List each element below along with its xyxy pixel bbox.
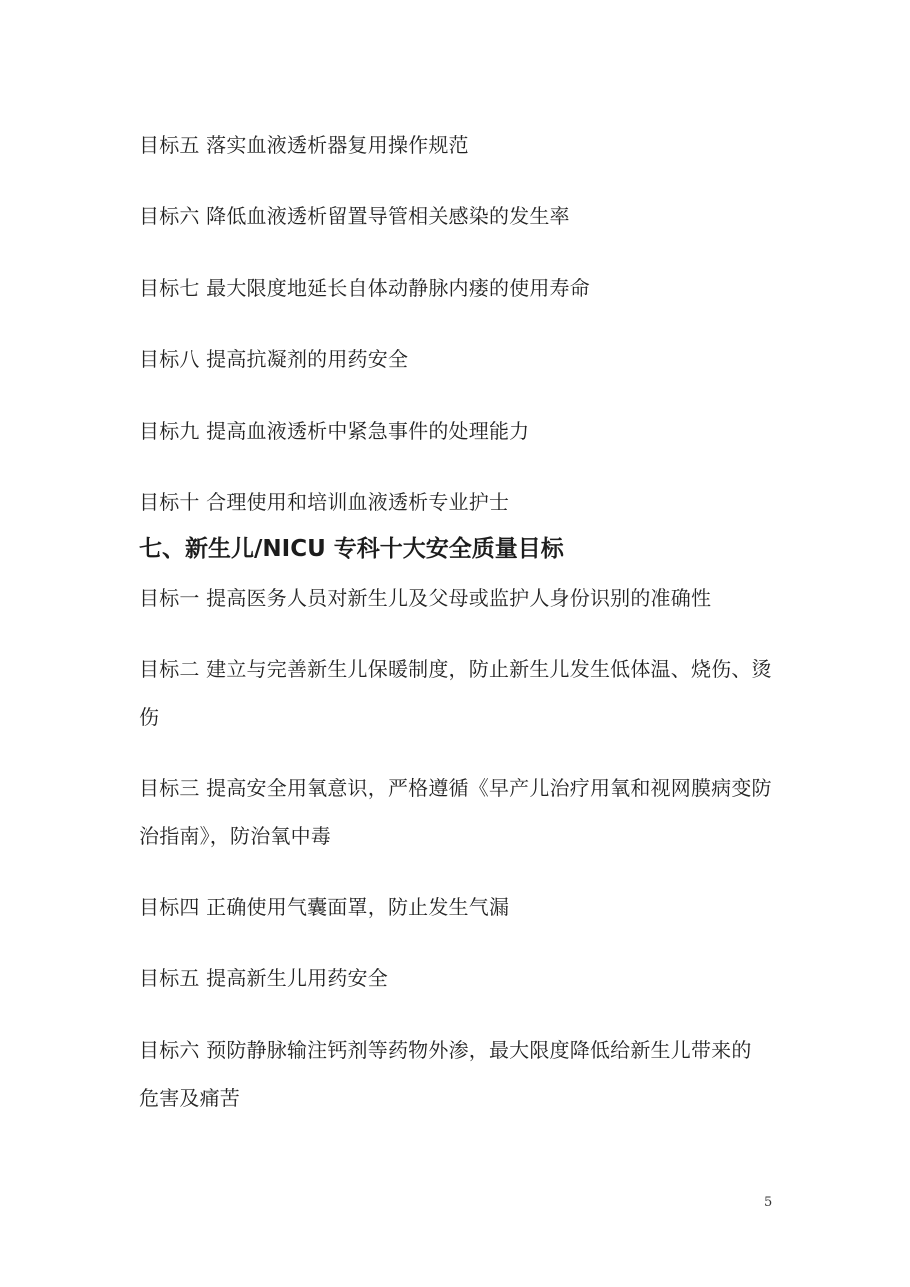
goal-line: 目标八 提高抗凝剂的用药安全 xyxy=(139,347,409,371)
nicu-goal-line: 目标一 提高医务人员对新生儿及父母或监护人身份识别的准确性 xyxy=(139,586,712,610)
nicu-goal-line: 目标三 提高安全用氧意识，严格遵循《早产儿治疗用氧和视网膜病变防 xyxy=(139,776,772,800)
goal-line: 目标十 合理使用和培训血液透析专业护士 xyxy=(139,490,510,514)
nicu-goal-line-continued: 伤 xyxy=(139,705,160,729)
goal-line: 目标九 提高血液透析中紧急事件的处理能力 xyxy=(139,419,530,443)
nicu-goal-line-continued: 治指南》，防治氧中毒 xyxy=(139,824,331,848)
nicu-goal-line: 目标六 预防静脉输注钙剂等药物外渗，最大限度降低给新生儿带来的 xyxy=(139,1038,752,1062)
nicu-goal-line-continued: 危害及痛苦 xyxy=(139,1086,240,1110)
goal-line: 目标七 最大限度地延长自体动静脉内瘘的使用寿命 xyxy=(139,276,590,300)
goal-line: 目标六 降低血液透析留置导管相关感染的发生率 xyxy=(139,204,570,228)
nicu-goal-line: 目标四 正确使用气囊面罩，防止发生气漏 xyxy=(139,895,510,919)
goal-line: 目标五 落实血液透析器复用操作规范 xyxy=(139,133,469,157)
section-heading: 七、新生儿/NICU 专科十大安全质量目标 xyxy=(139,536,564,562)
nicu-goal-line: 目标二 建立与完善新生儿保暖制度，防止新生儿发生低体温、烧伤、烫 xyxy=(139,657,772,681)
nicu-goal-line: 目标五 提高新生儿用药安全 xyxy=(139,966,388,990)
page-number: 5 xyxy=(764,1195,773,1210)
